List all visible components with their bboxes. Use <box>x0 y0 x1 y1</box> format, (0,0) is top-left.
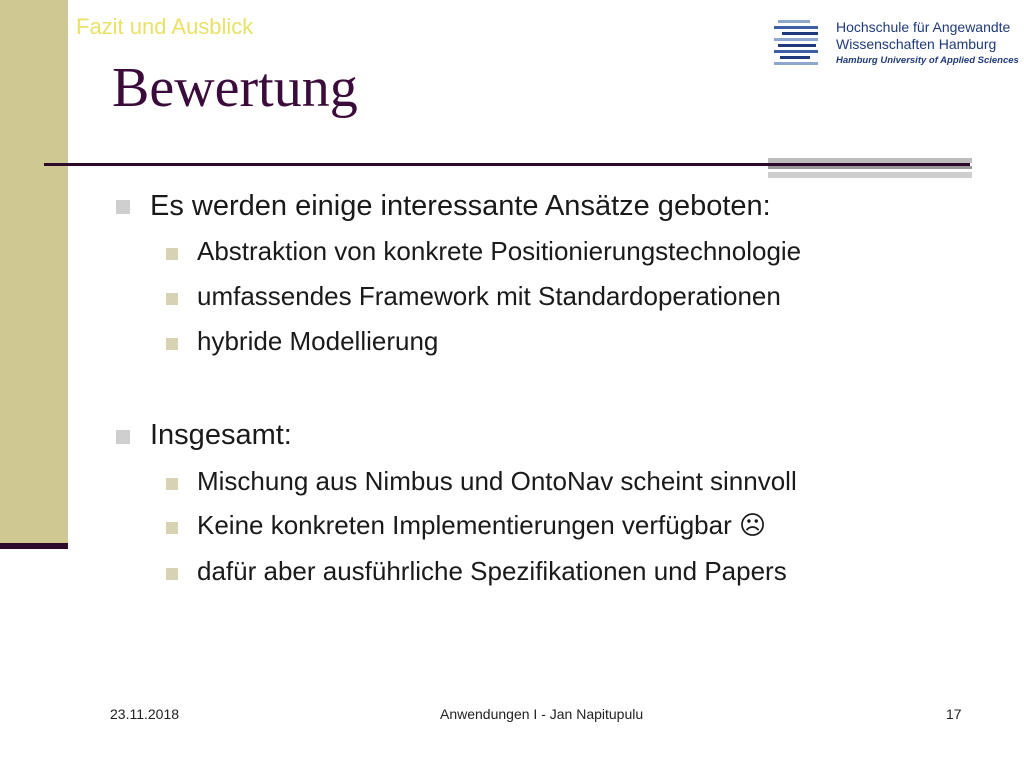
title-rule-grey <box>768 158 972 178</box>
section-label: Fazit und Ausblick <box>76 14 254 39</box>
sub-bullet-item: dafür aber ausführliche Spezifikationen und Papers <box>197 556 787 586</box>
logo-bars-icon <box>772 18 822 68</box>
title-rule <box>44 163 970 166</box>
sub-bullet-item: Mischung aus Nimbus und OntoNav scheint sinnvoll <box>197 466 797 496</box>
sub-bullet-square-icon <box>166 568 178 580</box>
slide-title: Bewertung <box>112 57 358 119</box>
footer-date: 23.11.2018 <box>110 706 180 722</box>
logo-text-line-1: Hochschule für Angewandte <box>836 19 1011 35</box>
sub-bullet-item: Abstraktion von konkrete Positionierungstechnologie <box>197 236 802 266</box>
footer-page-number: 17 <box>946 706 962 722</box>
university-logo <box>772 18 1018 68</box>
sub-bullet-square-icon <box>166 293 178 305</box>
sub-bullet-item: hybride Modellierung <box>197 326 439 356</box>
left-accent-bar <box>0 0 68 548</box>
sub-bullet-square-icon <box>166 478 178 490</box>
bullet-item: Insgesamt: <box>150 419 292 451</box>
bullet-square-icon <box>116 430 130 444</box>
sub-bullet-item: umfassendes Framework mit Standardoperationen <box>197 281 781 311</box>
sub-bullet-square-icon <box>166 522 178 534</box>
sub-bullet-item: Keine konkreten Implementierungen verfügbar ☹ <box>197 510 767 540</box>
footer-presenter: Anwendungen I - Jan Napitupulu <box>440 706 644 722</box>
logo-text-line-2: Wissenschaften Hamburg <box>836 36 997 52</box>
sub-bullet-square-icon <box>166 248 178 260</box>
bullet-item: Es werden einige interessante Ansätze geboten: <box>150 190 771 222</box>
logo-text-line-3: Hamburg University of Applied Sciences <box>836 55 1019 66</box>
sub-bullet-square-icon <box>166 338 178 350</box>
bullet-square-icon <box>116 200 130 214</box>
left-accent-bar-edge <box>0 543 68 549</box>
